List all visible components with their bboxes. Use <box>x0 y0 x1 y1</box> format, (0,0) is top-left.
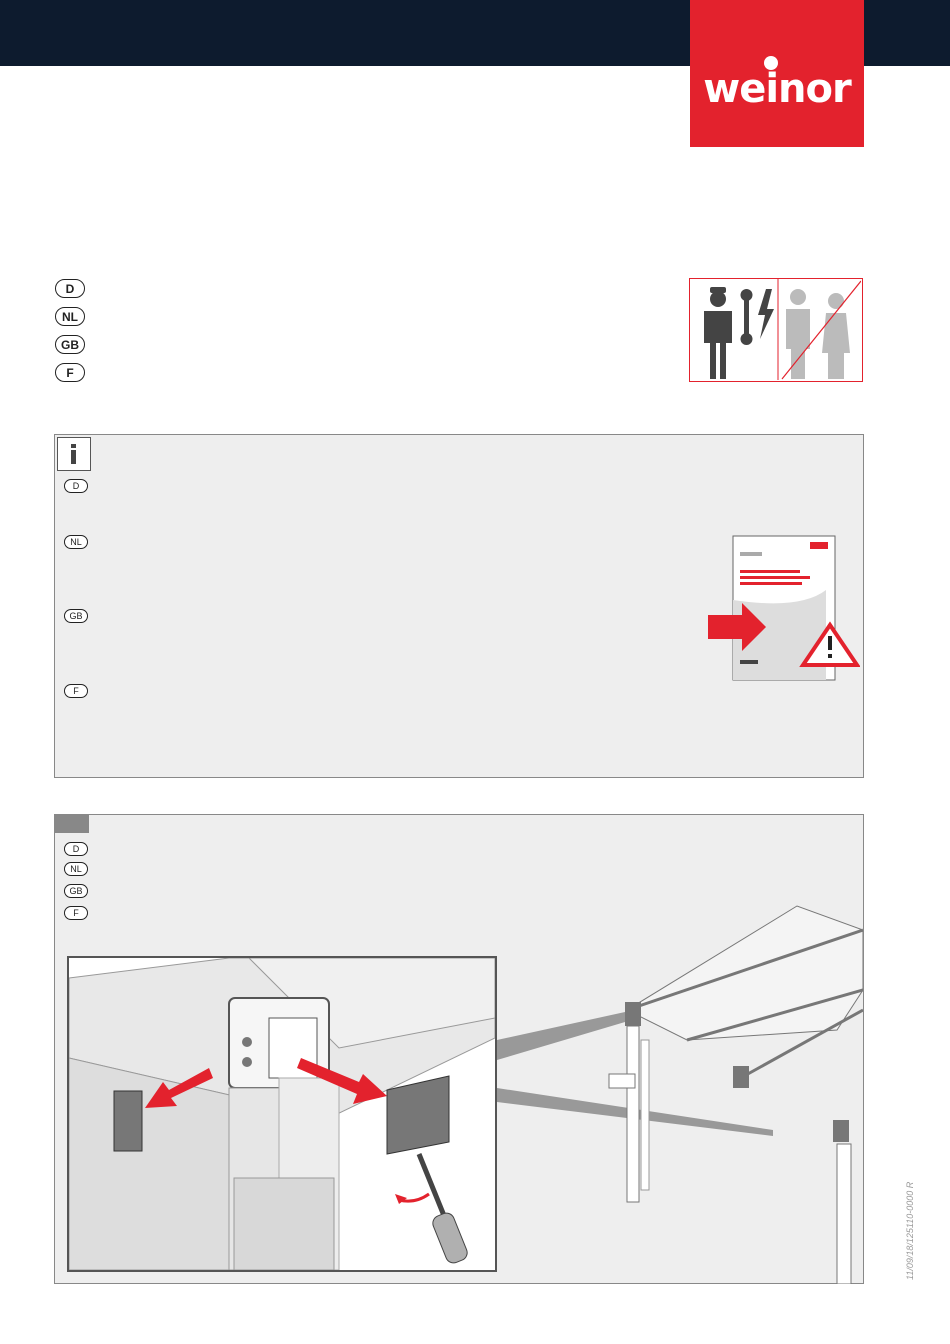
info-lang-gb: GB <box>64 609 88 623</box>
lang-badge-gb: GB <box>55 335 85 354</box>
lang-badge-d: D <box>55 279 85 298</box>
document-code: 11/09/18/125110-0000 R <box>905 1181 915 1280</box>
personnel-svg <box>690 279 861 380</box>
technician-icon <box>704 287 732 379</box>
info-icon <box>57 437 91 471</box>
manual-warning-icon <box>700 530 860 682</box>
qualified-personnel-pictogram <box>689 278 863 382</box>
step-lang-gb: GB <box>64 884 88 898</box>
step-number-tab <box>54 814 89 833</box>
lang-badge-f: F <box>55 363 85 382</box>
step-lang-nl: NL <box>64 862 88 876</box>
pergola-overview-illustration <box>497 900 863 1284</box>
info-lang-nl: NL <box>64 535 88 549</box>
step-lang-f: F <box>64 906 88 920</box>
info-lang-d: D <box>64 479 88 493</box>
info-lang-f: F <box>64 684 88 698</box>
lang-badge-nl: NL <box>55 307 85 326</box>
lightning-icon <box>758 289 774 339</box>
brand-name: weinor <box>703 66 851 112</box>
detail-illustration <box>67 956 497 1272</box>
wrench-icon <box>741 289 753 345</box>
step-lang-d: D <box>64 842 88 856</box>
